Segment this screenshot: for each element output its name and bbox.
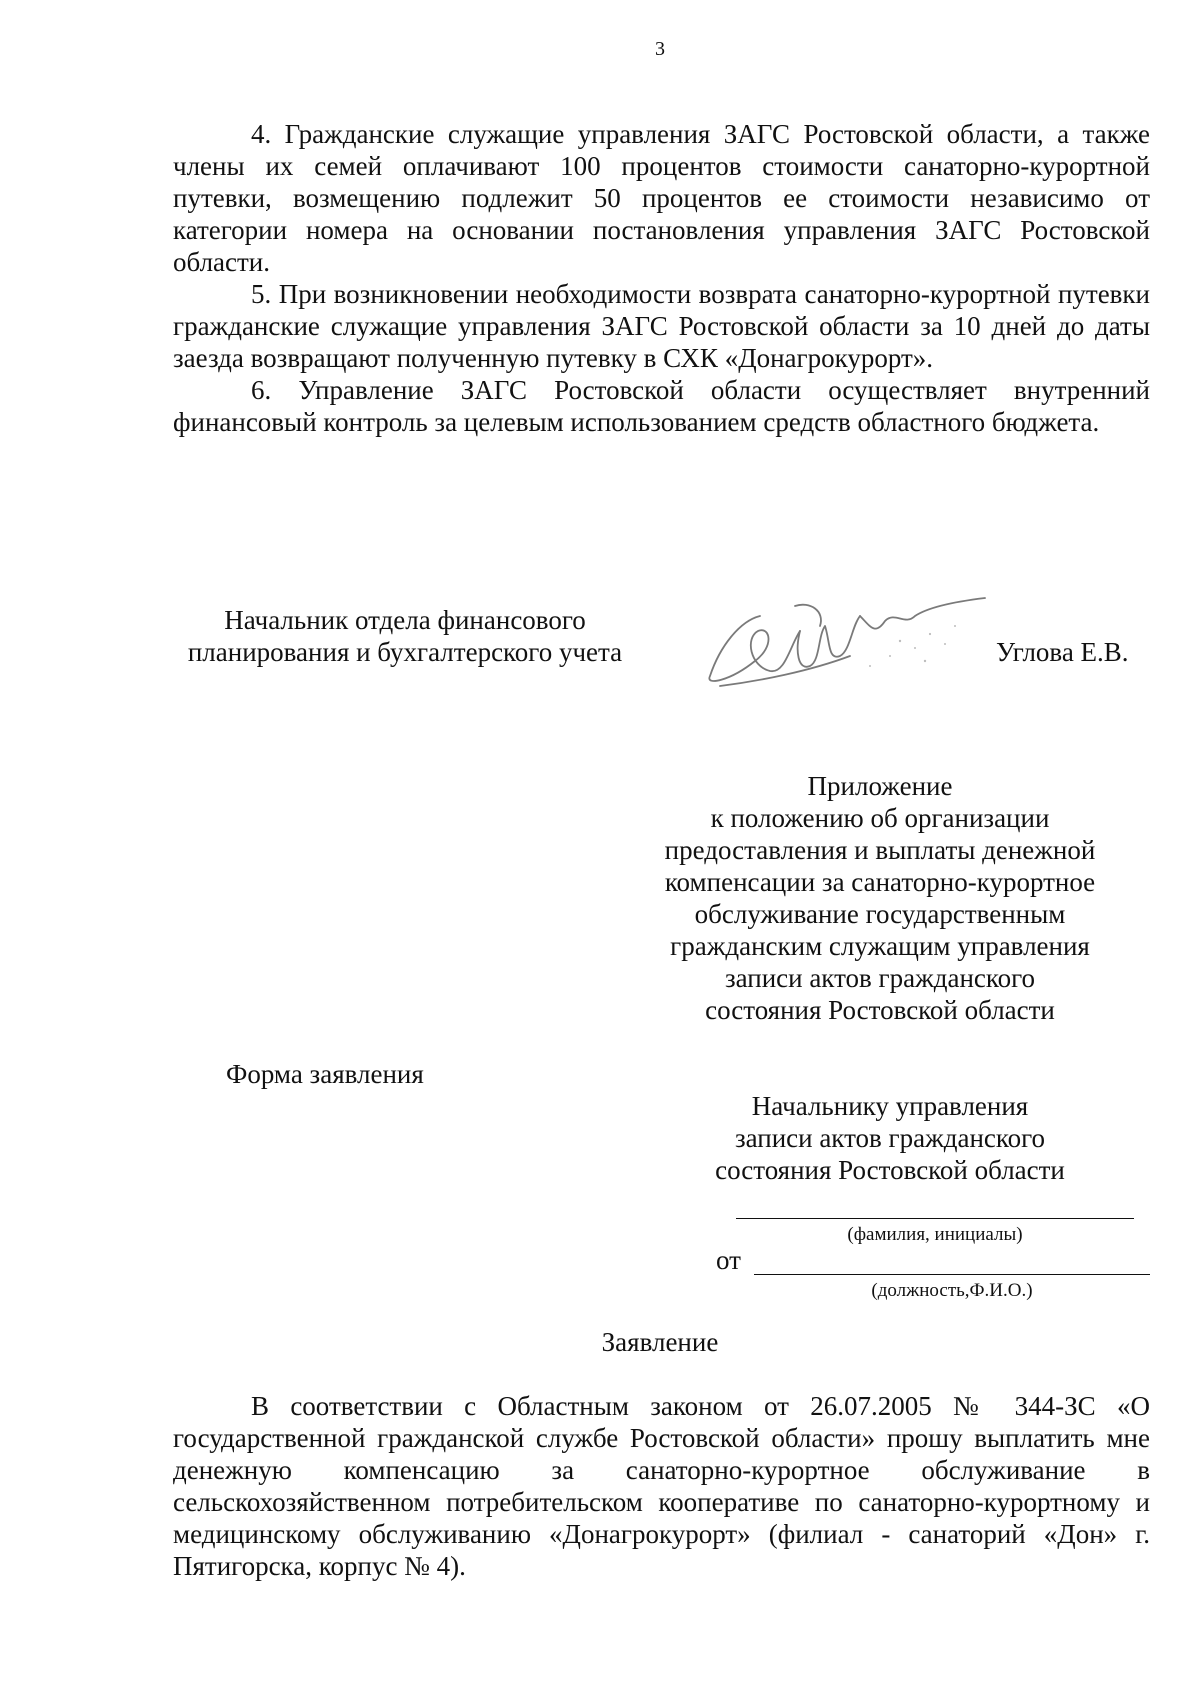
- appendix-line: записи актов гражданского: [724, 963, 1036, 993]
- signatory-position-line2: планирования и бухгалтерского учета: [187, 637, 623, 667]
- page-number: 3: [655, 38, 665, 60]
- appendix-line: предоставления и выплаты денежной: [664, 835, 1096, 865]
- appendix-line: обслуживание государственным: [694, 899, 1066, 929]
- appendix-line: гражданским служащим управления: [670, 931, 1090, 961]
- appendix-heading: [640, 770, 1120, 1026]
- body-paragraphs-top: [173, 118, 1150, 438]
- statement-title: Заявление: [601, 1327, 719, 1357]
- paragraph-6: 6. Управление ЗАГС Ростовской области осуществляет внутренний финансовый контроль за целевым использованием средств областного бюджета.: [173, 375, 1150, 437]
- paragraph-5: 5. При возникновении необходимости возврата санаторно-курортной путевки гражданские служащие управления ЗАГС Ростовской области за 10 дней до даты заезда возвращают полученную путевку в СХК «Донагрокурорт».: [173, 279, 1150, 373]
- addressee-block: [680, 1090, 1100, 1186]
- handwritten-signature: [700, 586, 990, 696]
- position-fill-line: [754, 1274, 1150, 1275]
- position-field-caption: (должность,Ф.И.О.): [871, 1280, 1033, 1301]
- appendix-line: к положению об организации: [710, 803, 1050, 833]
- name-field-caption: (фамилия, инициалы): [847, 1224, 1023, 1245]
- addressee-line2: записи актов гражданского: [734, 1123, 1046, 1153]
- statement-paragraph: В соответствии с Областным законом от 26.07.2005 № 344-ЗС «О государственной гражданской службе Ростовской области» прошу выплатить мне денежную компенсацию за санаторно-курортное обслуживание в сельскохозяйственном потребительском кооперативе по санаторно-курортному и медицинскому обслуживанию «Донагрокурорт» (филиал - санаторий «Дон» г. Пятигорска, корпус № 4).: [173, 1391, 1150, 1581]
- addressee-line3: состояния Ростовской области: [715, 1155, 1065, 1185]
- from-label: от: [716, 1245, 741, 1275]
- name-fill-line: [736, 1218, 1134, 1219]
- paragraph-4: 4. Гражданские служащие управления ЗАГС Ростовской области, а также члены их семей оплачивают 100 процентов стоимости санаторно-курортной путевки, возмещению подлежит 50 процентов ее стоимости независимо от категории номера на основании постановления управления ЗАГС Ростовской области.: [173, 119, 1150, 277]
- signatory-position-line1: Начальник отдела финансового: [224, 605, 586, 635]
- signatory-name: Углова Е.В.: [996, 637, 1129, 667]
- statement-body: [173, 1390, 1150, 1582]
- appendix-line: состояния Ростовской области: [705, 995, 1055, 1025]
- addressee-line1: Начальнику управления: [751, 1091, 1029, 1121]
- signatory-position: [150, 604, 660, 668]
- appendix-line: Приложение: [807, 771, 953, 801]
- form-title: Форма заявления: [226, 1059, 424, 1089]
- appendix-line: компенсации за санаторно-курортное: [664, 867, 1096, 897]
